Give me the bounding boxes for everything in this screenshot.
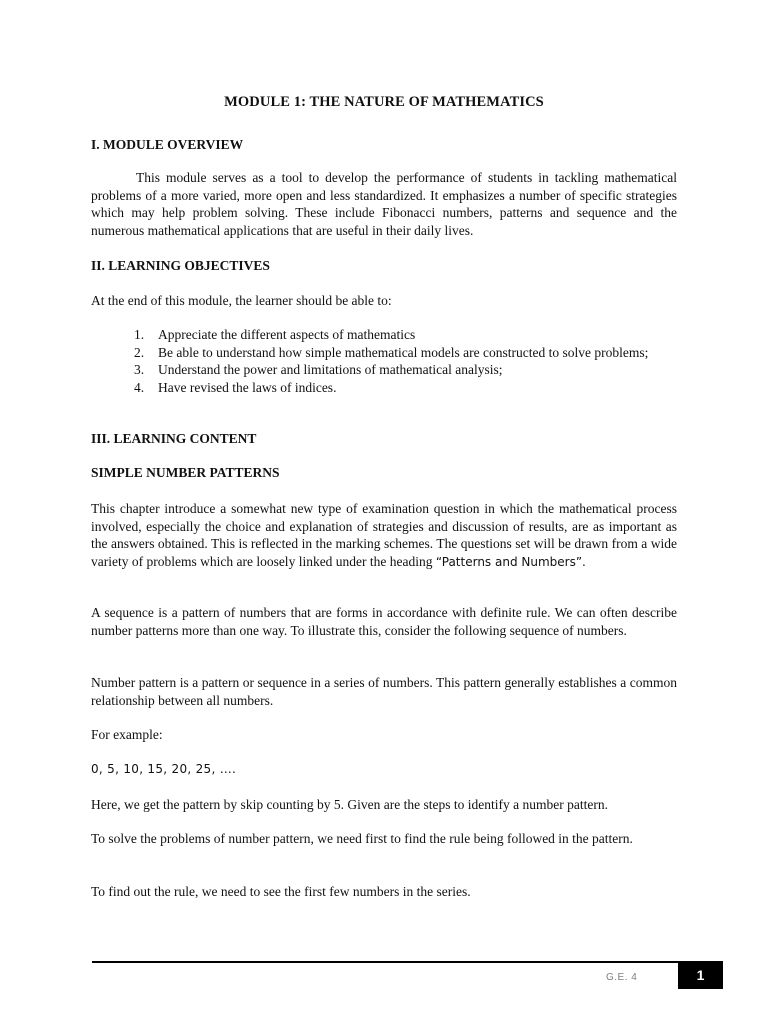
subheading-number-patterns: SIMPLE NUMBER PATTERNS (91, 465, 280, 480)
content-paragraph-2: A sequence is a pattern of numbers that are forms in accordance with definite rule. We can often describe number patterns more than one way. To illustrate this, consider the following sequence of numbers. (91, 605, 677, 638)
list-item: 1. Appreciate the different aspects of mathematics (134, 327, 416, 342)
objectives-list (134, 326, 677, 396)
content-paragraph-3: Number pattern is a pattern or sequence in a series of numbers. This pattern generally establishes a common relationship between all numbers. (91, 675, 677, 708)
content-paragraph-1: This chapter introduce a somewhat new type of examination question in which the mathematical process involved, especially the choice and explanation of strategies and discussion of results, are as important as the answers obtained. This is reflected in the marking schemes. The questions set will be drawn from a wide variety of problems which are loosely linked under the heading “Patterns and Numbers”. (91, 501, 677, 569)
footer-divider (92, 961, 682, 963)
list-item: 2. Be able to understand how simple mathematical models are constructed to solve problems; (134, 344, 649, 360)
example-label: For example: (91, 727, 163, 742)
list-item: 4. Have revised the laws of indices. (134, 379, 337, 395)
content-paragraph-4: Here, we get the pattern by skip counting by 5. Given are the steps to identify a number pattern. (91, 797, 608, 812)
section-heading-overview: I. MODULE OVERVIEW (91, 137, 244, 152)
content-paragraph-6: To find out the rule, we need to see the first few numbers in the series. (91, 884, 471, 899)
page-number: 1 (678, 961, 723, 989)
list-item: 3. Understand the power and limitations of mathematical analysis; (134, 362, 503, 377)
overview-paragraph: This module serves as a tool to develop the performance of students in tackling mathematical problems of a more varied, more open and less standardized. It emphasizes a number of specific strategies which may help problem solving. These include Fibonacci numbers, patterns and sequence and the numerous mathematical applications that are useful in their daily lives. (91, 170, 677, 238)
course-code: G.E. 4 (606, 972, 638, 983)
page-title: MODULE 1: THE NATURE OF MATHEMATICS (224, 94, 544, 110)
objectives-intro: At the end of this module, the learner should be able to: (91, 293, 392, 308)
section-heading-objectives: II. LEARNING OBJECTIVES (91, 258, 270, 273)
number-sequence: 0, 5, 10, 15, 20, 25, …. (91, 762, 237, 776)
section-heading-content: III. LEARNING CONTENT (91, 431, 257, 446)
content-paragraph-5: To solve the problems of number pattern, we need first to find the rule being followed in the pattern. (91, 831, 633, 846)
quoted-heading: “Patterns and Numbers”. (435, 554, 586, 569)
